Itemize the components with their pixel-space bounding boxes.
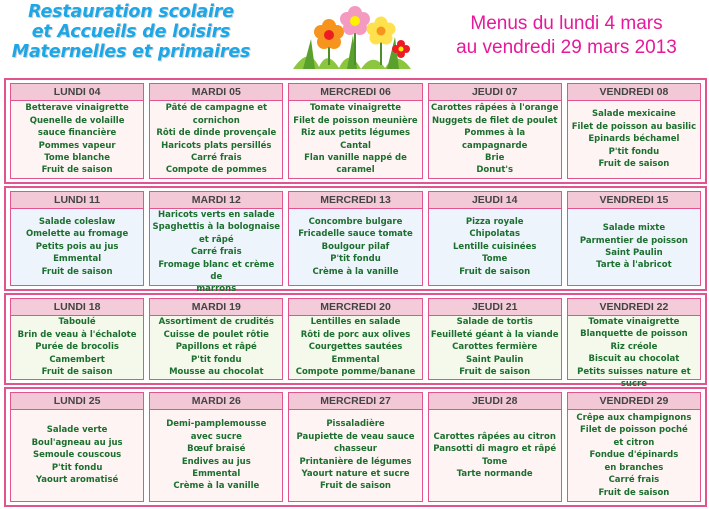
menu-item: Yaourt aromatisé xyxy=(35,475,119,486)
menu-item: Spaghettis à la bolognaise xyxy=(152,222,281,233)
menu-item: Carré frais xyxy=(190,152,242,163)
day-header: MERCREDI 13 xyxy=(289,192,421,209)
menu-list xyxy=(11,316,143,379)
week-row xyxy=(4,186,707,295)
site-title xyxy=(0,2,262,62)
menu-item: sauce financière xyxy=(37,128,117,139)
day-header: LUNDI 04 xyxy=(11,84,143,101)
menu-item: Rôti de porc aux olives xyxy=(300,329,411,340)
menu-item: Emmental xyxy=(53,254,102,265)
menu-item: et citron xyxy=(613,437,655,448)
menu-item: Saint Paulin xyxy=(465,354,524,365)
menu-item: Pizza royale xyxy=(465,216,524,227)
day-cell xyxy=(288,191,422,286)
day-header: MERCREDI 06 xyxy=(289,84,421,101)
menu-item: marrons xyxy=(196,284,237,295)
day-header: VENDREDI 08 xyxy=(568,84,700,101)
menu-item: Omelette au fromage xyxy=(25,229,129,240)
menu-item: Fruit de saison xyxy=(41,165,113,176)
menu-item: Crème à la vanille xyxy=(312,266,399,277)
site-title-line: Maternelles et primaires xyxy=(11,42,251,62)
menu-list xyxy=(429,410,561,501)
week-row xyxy=(4,293,707,390)
menu-list xyxy=(11,101,143,178)
menu-item: Blanquette de poisson xyxy=(580,329,688,340)
day-cell xyxy=(288,392,422,502)
day-header: JEUDI 14 xyxy=(429,192,561,209)
menu-list xyxy=(150,209,282,296)
menu-list xyxy=(289,410,421,501)
menu-item: Carottes râpées au citron xyxy=(433,431,556,442)
menu-item: P'tit fondu xyxy=(608,146,660,157)
menu-list xyxy=(11,410,143,501)
menu-item: Carré frais xyxy=(608,475,660,486)
menu-item: Compote pomme/banane xyxy=(295,367,416,378)
day-header: VENDREDI 29 xyxy=(568,393,700,410)
menu-period-line: au vendredi 29 mars 2013 xyxy=(456,37,677,58)
menu-item: Crème à la vanille xyxy=(173,481,260,492)
menu-list xyxy=(429,101,561,178)
menu-item: Filet de poisson au basilic xyxy=(571,121,697,132)
menu-item: Fruit de saison xyxy=(41,367,113,378)
day-header: MARDI 26 xyxy=(150,393,282,410)
menu-item: Endives au jus xyxy=(181,456,251,467)
menu-item: Filet de poisson poché xyxy=(580,425,688,436)
day-cell xyxy=(567,191,701,286)
menu-item: Pommes vapeur xyxy=(38,140,116,151)
menu-list xyxy=(568,410,700,501)
menu-item: Haricots verts en salade xyxy=(158,210,275,220)
day-cell xyxy=(149,83,283,179)
flowers-illustration xyxy=(289,5,415,71)
menu-item: Parmentier de poisson xyxy=(579,235,688,246)
menu-list xyxy=(289,316,421,379)
menu-item: Petits pois au jus xyxy=(35,241,119,252)
menu-item: Chipolatas xyxy=(469,229,521,240)
day-cell xyxy=(288,298,422,380)
day-header: MARDI 19 xyxy=(150,299,282,316)
site-title-line: Restauration scolaire xyxy=(28,2,234,22)
menu-item: chasseur xyxy=(334,444,377,455)
day-cell xyxy=(428,392,562,502)
menu-item: Brin de veau à l'échalote xyxy=(17,329,137,340)
menu-item: cornichon xyxy=(192,115,240,126)
day-header: MERCREDI 20 xyxy=(289,299,421,316)
menu-item: Tomate vinaigrette xyxy=(588,317,680,327)
day-cell xyxy=(149,392,283,502)
menu-item: Riz aux petits légumes xyxy=(301,128,410,139)
menu-item: Biscuit au chocolat xyxy=(588,354,680,365)
menu-item: Fruit de saison xyxy=(598,487,670,498)
day-cell xyxy=(10,392,144,502)
day-cell xyxy=(10,83,144,179)
menu-item: Pissaladière xyxy=(326,419,385,430)
menu-item: P'tit fondu xyxy=(330,254,381,265)
day-cell xyxy=(428,83,562,179)
day-cell xyxy=(428,298,562,380)
day-header: LUNDI 11 xyxy=(11,192,143,209)
menu-list xyxy=(568,101,700,178)
menu-item: Tome xyxy=(482,456,508,467)
menu-item: Quenelle de volaille xyxy=(29,115,125,126)
menu-list xyxy=(150,101,282,178)
menu-list xyxy=(568,316,700,390)
menu-item: Tomate vinaigrette xyxy=(310,103,401,114)
menu-item: Riz créole xyxy=(610,341,658,352)
day-cell xyxy=(567,298,701,390)
menu-item: Purée de brocolis xyxy=(35,342,119,353)
menu-item: Boulgour pilaf xyxy=(321,241,390,252)
menu-item: Assortiment de crudités xyxy=(158,317,274,328)
menu-item: Semoule couscous xyxy=(32,450,122,461)
day-cell xyxy=(10,298,144,380)
menu-item: Camembert xyxy=(49,354,105,365)
menu-item: Cantal xyxy=(340,140,371,151)
day-header: JEUDI 28 xyxy=(429,393,561,410)
menu-item: Petits suisses nature et sucre xyxy=(577,366,691,390)
menu-item: avec sucre xyxy=(190,431,242,442)
day-cell xyxy=(428,191,562,286)
menu-item: Tarte à l'abricot xyxy=(596,260,672,271)
day-header: MARDI 05 xyxy=(150,84,282,101)
menu-item: Pommes à la campagnarde xyxy=(462,128,528,151)
menu-item: Crêpe aux champignons xyxy=(576,413,692,424)
menu-item: Compote de pommes xyxy=(165,165,267,176)
menu-item: Printanière de légumes xyxy=(299,456,412,467)
menu-item: Boul'agneau au jus xyxy=(31,437,123,448)
day-header: LUNDI 25 xyxy=(11,393,143,410)
day-cell xyxy=(149,191,283,295)
menu-list xyxy=(150,316,282,379)
menu-item: Salade verte xyxy=(46,425,108,436)
menu-period-title xyxy=(424,12,709,60)
menu-item: Mousse au chocolat xyxy=(169,367,264,378)
menu-item: Pâté de campagne et xyxy=(165,103,268,114)
menu-item: en branches xyxy=(604,462,664,473)
menu-item: Demi-pamplemousse xyxy=(166,419,267,430)
menu-item: Carré frais xyxy=(190,247,242,258)
menu-item: Fruit de saison xyxy=(320,481,391,492)
menu-item: Pansotti di magro et râpé xyxy=(433,444,557,455)
menu-period-line: Menus du lundi 4 mars xyxy=(470,13,663,34)
menu-item: P'tit fondu xyxy=(51,462,103,473)
day-header: MERCREDI 27 xyxy=(289,393,421,410)
menu-item: Fruit de saison xyxy=(459,367,531,378)
menu-item: Fruit de saison xyxy=(459,266,531,277)
week-row xyxy=(4,78,707,184)
day-header: MARDI 12 xyxy=(150,192,282,209)
menu-list xyxy=(11,209,143,285)
menu-item: Papillons et râpé xyxy=(175,342,257,353)
menu-item: Rôti de dinde provençale xyxy=(156,128,277,139)
menu-item: Nuggets de filet de poulet xyxy=(431,115,558,126)
week-row xyxy=(4,387,707,507)
menu-item: Yaourt nature et sucre xyxy=(301,468,410,479)
menu-list xyxy=(429,209,561,285)
site-title-line: et Accueils de loisirs xyxy=(31,22,231,42)
menu-item: caramel xyxy=(336,165,375,176)
menu-item: Feuilleté géant à la viande xyxy=(430,329,559,340)
menu-item: Tome xyxy=(482,254,508,265)
menu-item: Tome blanche xyxy=(44,152,110,163)
menu-item: Bœuf braisé xyxy=(187,444,246,455)
day-cell xyxy=(567,83,701,179)
day-header: VENDREDI 15 xyxy=(568,192,700,209)
menu-item: Courgettes sautées xyxy=(308,342,403,353)
menu-item: Cuisse de poulet rôtie xyxy=(163,329,269,340)
menu-item: Salade de tortis xyxy=(456,317,533,328)
menu-item: Fruit de saison xyxy=(598,159,670,170)
menu-item: Emmental xyxy=(192,468,241,479)
menu-item: Concombre bulgare xyxy=(308,216,403,227)
day-cell xyxy=(288,83,422,179)
menu-item: Saint Paulin xyxy=(605,248,663,258)
menu-item: Emmental xyxy=(331,354,380,365)
day-header: VENDREDI 22 xyxy=(568,299,700,316)
menu-item: Paupiette de veau sauce xyxy=(296,431,415,442)
menu-item: Betterave vinaigrette xyxy=(25,103,129,114)
menu-list xyxy=(289,101,421,178)
menu-item: Fondue d'épinards xyxy=(589,450,679,461)
menu-item: Lentilles en salade xyxy=(310,317,401,328)
menu-item: Carottes râpées à l'orange xyxy=(431,103,559,114)
menu-item: Fruit de saison xyxy=(41,266,113,277)
menu-item: et râpé xyxy=(199,234,234,245)
menu-item: Taboulé xyxy=(58,317,96,328)
menu-item: Salade mexicaine xyxy=(591,109,676,120)
menu-list xyxy=(150,410,282,501)
menu-item: Salade coleslaw xyxy=(38,216,116,227)
day-header: LUNDI 18 xyxy=(11,299,143,316)
menu-item: Epinards béchamel xyxy=(588,134,680,145)
day-header: JEUDI 21 xyxy=(429,299,561,316)
day-cell xyxy=(149,298,283,380)
day-header: JEUDI 07 xyxy=(429,84,561,101)
menu-item: Lentille cuisinées xyxy=(453,241,537,252)
menu-item: Tarte normande xyxy=(456,468,533,479)
menu-list xyxy=(289,209,421,285)
menu-item: Brie xyxy=(485,152,505,163)
menu-item: Carottes fermière xyxy=(452,342,538,353)
menu-item: Fromage blanc et crème de xyxy=(158,259,275,283)
day-cell xyxy=(567,392,701,502)
menu-item: Filet de poisson meunière xyxy=(293,115,418,126)
menu-item: Haricots plats persillés xyxy=(161,140,272,151)
menu-list xyxy=(429,316,561,379)
menu-item: Fricadelle sauce tomate xyxy=(298,229,413,240)
menu-item: P'tit fondu xyxy=(191,354,242,365)
day-cell xyxy=(10,191,144,286)
menu-item: Flan vanille nappé de xyxy=(304,152,407,163)
menu-item: Donut's xyxy=(476,165,514,176)
menu-item: Salade mixte xyxy=(602,223,666,234)
menu-list xyxy=(568,209,700,285)
